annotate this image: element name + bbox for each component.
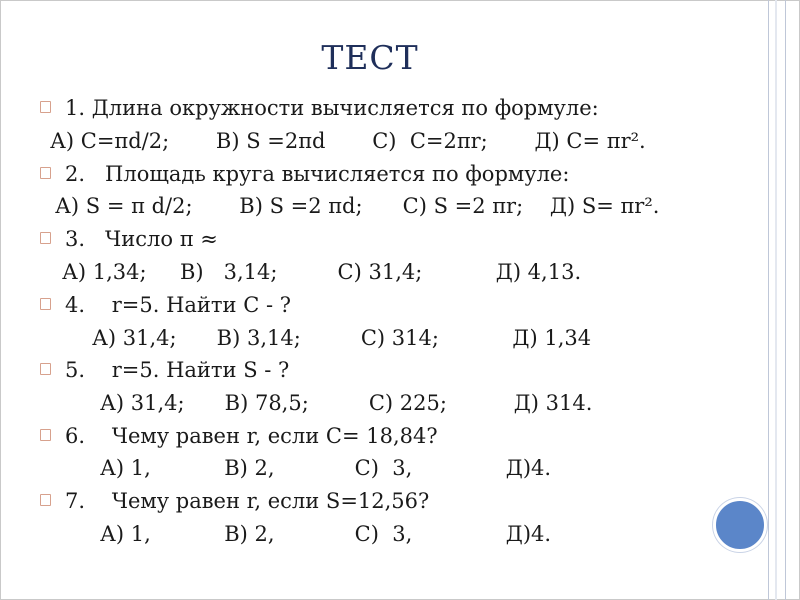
question-2 bbox=[40, 161, 569, 187]
bullet-icon bbox=[40, 167, 51, 179]
question-6 bbox=[40, 423, 438, 449]
question-4 bbox=[40, 292, 291, 318]
question-7 bbox=[40, 488, 429, 514]
slide-right-decoration bbox=[768, 0, 786, 600]
bullet-icon bbox=[40, 298, 51, 310]
question-7-answers: А) 1, В) 2, С) 3, Д)4. bbox=[100, 522, 552, 546]
question-3-answers: А) 1,34; В) 3,14; С) 31,4; Д) 4,13. bbox=[62, 260, 582, 284]
decorative-circle bbox=[713, 498, 767, 552]
question-5-text: 5. r=5. Найти S - ? bbox=[65, 358, 290, 382]
question-3-text: 3. Число π ≈ bbox=[65, 227, 218, 251]
question-1-text: 1. Длина окружности вычисляется по формуле: bbox=[65, 96, 599, 120]
question-2-text: 2. Площадь круга вычисляется по формуле: bbox=[65, 162, 570, 186]
question-2-answers: А) S = π d/2; В) S =2 πd; С) S =2 πr; Д) S= πr². bbox=[55, 194, 660, 218]
bullet-icon bbox=[40, 232, 51, 244]
bullet-icon bbox=[40, 101, 51, 113]
bullet-icon bbox=[40, 363, 51, 375]
question-1-answers: А) C=πd/2; В) S =2πd С) C=2πr; Д) C= πr². bbox=[50, 129, 646, 153]
question-1 bbox=[40, 95, 599, 121]
question-5 bbox=[40, 357, 289, 383]
bullet-icon bbox=[40, 494, 51, 506]
question-5-answers: А) 31,4; В) 78,5; С) 225; Д) 314. bbox=[100, 391, 593, 415]
question-6-text: 6. Чему равен r, если C= 18,84? bbox=[65, 424, 438, 448]
bullet-icon bbox=[40, 429, 51, 441]
question-6-answers: А) 1, В) 2, С) 3, Д)4. bbox=[100, 456, 552, 480]
question-4-answers: А) 31,4; В) 3,14; С) 314; Д) 1,34 bbox=[92, 326, 592, 350]
slide-title: ТЕСТ bbox=[321, 38, 419, 77]
question-3 bbox=[40, 226, 218, 252]
question-4-text: 4. r=5. Найти С - ? bbox=[65, 293, 291, 317]
question-7-text: 7. Чему равен r, если S=12,56? bbox=[65, 489, 430, 513]
